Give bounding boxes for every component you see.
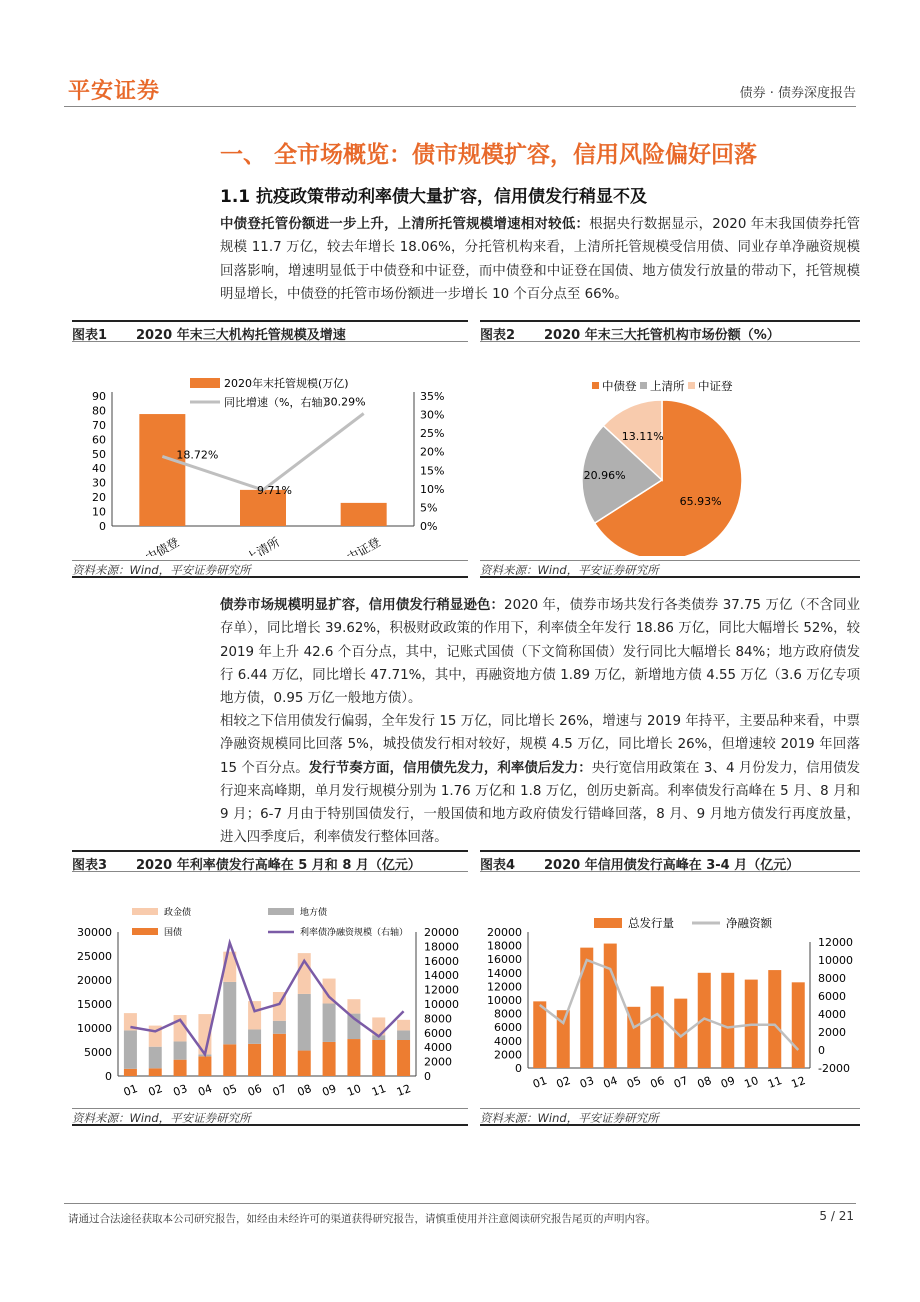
bar (604, 944, 617, 1068)
paragraph-credit (220, 710, 860, 850)
y2-tick-label: 12000 (818, 936, 853, 949)
legend-swatch-bar (190, 378, 220, 388)
legend-swatch (268, 908, 294, 915)
data-label: 13.11% (621, 430, 664, 444)
x-tick-label: 11 (370, 1081, 388, 1099)
legend-label: 同比增速（%，右轴） (224, 396, 334, 409)
legend-swatch-bar (594, 918, 622, 928)
legend-label: 上清所 (650, 379, 685, 393)
x-tick-label: 08 (695, 1073, 714, 1091)
x-tick-label: 06 (648, 1073, 667, 1091)
x-tick-label: 09 (320, 1081, 339, 1099)
y2-tick-label: 2000 (818, 1026, 846, 1039)
bar (721, 973, 734, 1068)
bar-segment (174, 1041, 187, 1059)
bar-segment (198, 1056, 211, 1076)
x-tick-label: 01 (121, 1081, 140, 1099)
legend-label: 2020年末托管规模(万亿) (224, 377, 349, 390)
figure-title (72, 850, 468, 872)
bar-segment (347, 999, 360, 1013)
paragraph-custody (220, 213, 860, 306)
legend-swatch (132, 928, 158, 935)
bar-segment (248, 1029, 261, 1043)
report-category: 债券 · 债券深度报告 (739, 86, 856, 101)
data-label: 20.96% (583, 468, 626, 482)
figure-source: 资料来源：Wind，平安证券研究所 (72, 560, 468, 578)
y-tick-label: 80 (92, 404, 106, 418)
x-tick-label: 07 (270, 1081, 289, 1099)
bar (533, 1001, 546, 1068)
y2-tick-label: 14000 (424, 969, 459, 983)
y-tick-label: 25000 (77, 950, 112, 963)
x-tick-label: 10 (345, 1081, 363, 1099)
y2-tick-label: 10% (420, 482, 445, 496)
x-tick-label: 05 (625, 1073, 643, 1091)
y2-tick-label: 4000 (424, 1041, 452, 1055)
x-tick-label: 06 (245, 1081, 264, 1099)
x-tick-label: 01 (531, 1073, 549, 1091)
y2-tick-label: -2000 (818, 1062, 850, 1075)
legend-swatch (688, 382, 695, 389)
y-tick-label: 20 (92, 491, 106, 505)
y-tick-label: 0 (105, 1070, 112, 1083)
bar-segment (248, 1044, 261, 1076)
credit-bond-chart (480, 872, 860, 1104)
y-tick-label: 5000 (84, 1046, 112, 1059)
y2-tick-label: 18000 (424, 940, 459, 954)
bar-segment (298, 1051, 311, 1076)
figure-caption: 2020 年信用债发行高峰在 3-4 月（亿元） (544, 858, 800, 873)
x-tick-label: 中证登 (344, 534, 383, 556)
y2-tick-label: 25% (420, 427, 445, 441)
legend-swatch (592, 382, 599, 389)
bar (341, 503, 387, 526)
y-tick-label: 30 (92, 476, 106, 490)
x-tick-label: 上清所 (243, 534, 283, 556)
bar-segment (174, 1060, 187, 1076)
bar-segment (124, 1069, 137, 1076)
net-financing-line (130, 943, 403, 1055)
y2-tick-label: 2000 (424, 1055, 452, 1069)
y-tick-label: 40 (92, 462, 106, 476)
y-tick-label: 20000 (487, 926, 522, 939)
y2-tick-label: 5% (420, 501, 438, 515)
x-tick-label: 09 (719, 1073, 737, 1091)
legend-label: 地方债 (300, 908, 328, 918)
y-tick-label: 14000 (487, 966, 522, 980)
bar-segment (372, 1040, 385, 1076)
legend-swatch (640, 382, 647, 389)
x-tick-label: 11 (766, 1073, 784, 1091)
legend-label: 政金债 (164, 908, 192, 918)
y2-tick-label: 16000 (424, 954, 459, 968)
y-tick-label: 20000 (77, 974, 112, 987)
custody-chart (72, 342, 468, 556)
bar (139, 414, 185, 526)
legend-label: 总发行量 (628, 916, 674, 930)
y-tick-label: 18000 (487, 939, 522, 953)
bar-segment (347, 1039, 360, 1076)
x-tick-label: 03 (171, 1081, 190, 1099)
y2-tick-label: 4000 (818, 1008, 846, 1021)
legend-swatch (132, 908, 158, 915)
y2-tick-label: 8000 (424, 1012, 452, 1026)
x-tick-label: 12 (789, 1073, 808, 1091)
paragraph-body: 央行宽信用政策在 3、4 月份发力，信用债发行迎来高峰期，单月发行规模分别为 1.76 万亿和 1.8 万亿，创历史新高。利率债发行高峰在 5 月、8 月和 9 月；6-7 月由于特别国债发行，一般国债和地方政府债发行错峰回落，8 月、9 月地方债发行再度放量，进入四季度后，利率债发行整体回落。 (220, 760, 860, 846)
y-tick-label: 0 (515, 1062, 522, 1075)
bar-segment (323, 1042, 336, 1076)
y-tick-label: 10000 (77, 1022, 112, 1035)
paragraph-lead: 债券市场规模明显扩容，信用债发行稍显逊色： (220, 598, 505, 613)
legend-label: 中证登 (698, 379, 733, 393)
y2-tick-label: 10000 (424, 998, 459, 1011)
bar-segment (273, 1021, 286, 1034)
y-tick-label: 10000 (487, 994, 522, 1007)
data-label: 30.29% (323, 395, 366, 409)
subsection-title: 1.1 抗疫政策带动利率债大量扩容，信用债发行稍显不及 (220, 187, 648, 207)
figure-number: 图表3 (72, 858, 108, 873)
bar-segment (149, 1068, 162, 1076)
figure-caption: 2020 年末三大托管机构市场份额（%） (544, 328, 780, 343)
data-label: 9.71% (257, 483, 292, 497)
bar-segment (124, 1030, 137, 1068)
bar-segment (397, 1020, 410, 1031)
bar (768, 970, 781, 1068)
market-share-pie (480, 342, 860, 556)
x-tick-label: 04 (601, 1073, 620, 1091)
y-tick-label: 70 (92, 418, 106, 432)
footer-divider (64, 1203, 856, 1204)
y-tick-label: 4000 (494, 1034, 522, 1048)
x-tick-label: 02 (146, 1081, 165, 1099)
y2-tick-label: 30% (420, 408, 445, 422)
y2-tick-label: 8000 (818, 972, 846, 985)
figure-1 (72, 320, 468, 578)
paragraph-lead: 中债登托管份额进一步上升，上清所托管规模增速相对较低： (220, 217, 590, 232)
bar-segment (397, 1040, 410, 1076)
x-tick-label: 08 (295, 1081, 314, 1099)
x-tick-label: 07 (672, 1073, 690, 1091)
bar (580, 948, 593, 1068)
figure-source: 资料来源：Wind，平安证券研究所 (480, 1108, 860, 1126)
x-tick-label: 03 (578, 1073, 596, 1091)
figure-source: 资料来源：Wind，平安证券研究所 (480, 560, 860, 578)
bar-segment (149, 1047, 162, 1069)
x-tick-label: 10 (742, 1073, 761, 1091)
y-tick-label: 8000 (494, 1007, 522, 1021)
figure-title (480, 850, 860, 872)
bar-segment (298, 994, 311, 1051)
legend-label: 利率债净融资规模（右轴） (300, 928, 409, 938)
y-tick-label: 6000 (494, 1021, 522, 1035)
x-tick-label: 02 (554, 1073, 573, 1091)
y2-tick-label: 0% (420, 520, 438, 533)
section-title: 一、 全市场概览：债市规模扩容，信用风险偏好回落 (220, 142, 758, 168)
y2-tick-label: 0 (424, 1070, 431, 1083)
y2-tick-label: 10000 (818, 954, 853, 967)
y-tick-label: 60 (92, 433, 106, 447)
y-tick-label: 12000 (487, 980, 522, 994)
footer-disclaimer: 请通过合法途径获取本公司研究报告，如经由未经许可的渠道获得研究报告，请慎重使用并注意阅读研究报告尾页的声明内容。 (68, 1213, 656, 1225)
y2-tick-label: 35% (420, 390, 445, 403)
y2-tick-label: 6000 (818, 990, 846, 1003)
bar (792, 982, 805, 1068)
y-tick-label: 16000 (487, 953, 522, 967)
x-tick-label: 12 (394, 1081, 413, 1099)
x-tick-label: 04 (196, 1081, 214, 1099)
y-tick-label: 0 (99, 520, 106, 533)
y2-tick-label: 6000 (424, 1026, 452, 1040)
paragraph-body: 相较之下信用债发行偏弱，全年发行 15 万亿，同比增长 26%，增速与 2019 年持平，主要品种来看，中票净融资规模同比回落 5%，城投债发行相对较好，规模 4.5 万亿，同比增长 26%，但增速较 2019 年回落 15 个百分点。 (220, 714, 860, 776)
y-tick-label: 2000 (494, 1048, 522, 1062)
paragraph-market (220, 594, 860, 710)
figure-caption: 2020 年利率债发行高峰在 5 月和 8 月（亿元） (136, 858, 421, 873)
figure-title (72, 320, 468, 342)
header-divider (64, 106, 856, 107)
paragraph-lead: 发行节奏方面，信用债先发力，利率债后发力： (308, 760, 592, 776)
y2-tick-label: 12000 (424, 983, 459, 997)
page-number: 5 / 21 (819, 1209, 854, 1223)
y-tick-label: 10 (92, 505, 106, 519)
company-logo: 平安证券 (68, 79, 161, 104)
data-label: 18.72% (176, 448, 219, 462)
rate-bond-chart (72, 872, 468, 1104)
figure-number: 图表4 (480, 858, 516, 873)
figure-number: 图表2 (480, 328, 516, 343)
bar-segment (273, 1034, 286, 1076)
bar-segment (223, 1044, 236, 1076)
x-tick-label: 中债登 (143, 534, 182, 556)
legend-label: 中债登 (602, 379, 637, 393)
figure-caption: 2020 年末三大机构托管规模及增速 (136, 328, 346, 343)
y-tick-label: 50 (92, 447, 106, 461)
figure-title (480, 320, 860, 342)
bar-segment (223, 982, 236, 1044)
x-tick-label: 05 (221, 1081, 239, 1099)
data-label: 65.93% (679, 495, 722, 509)
bar-segment (323, 1004, 336, 1042)
y-tick-label: 90 (92, 390, 106, 403)
figure-source: 资料来源：Wind，平安证券研究所 (72, 1108, 468, 1126)
figure-4 (480, 850, 860, 1126)
bar-segment (248, 1001, 261, 1029)
y2-tick-label: 20% (420, 445, 445, 459)
y2-tick-label: 15% (420, 464, 445, 478)
figure-number: 图表1 (72, 328, 108, 343)
figure-3 (72, 850, 468, 1126)
y2-tick-label: 0 (818, 1044, 825, 1057)
paragraph-body: 根据央行数据显示，2020 年末我国债券托管规模 11.7 万亿，较去年增长 18.06%，分托管机构来看，上清所托管规模受信用债、同业存单净融资规模回落影响，增速明显低于中债登和中证登，而中债登和中证登在国债、地方债发行放量的带动下，托管规模明显增长，中债登的托管市场份额进一步增长 10 个百分点至 66%。 (220, 217, 860, 302)
figure-2 (480, 320, 860, 578)
y-tick-label: 30000 (77, 926, 112, 939)
bar (651, 986, 664, 1068)
legend-label: 净融资额 (726, 916, 772, 930)
legend-label: 国债 (164, 928, 183, 938)
bar-segment (397, 1030, 410, 1040)
net-financing-line (540, 960, 799, 1050)
y-tick-label: 15000 (77, 998, 112, 1011)
y2-tick-label: 20000 (424, 926, 459, 939)
paragraph-body: 2020 年，债券市场共发行各类债券 37.75 万亿（不含同业存单），同比增长 39.62%，积极财政政策的作用下，利率债全年发行 18.86 万亿，同比大幅增长 52%，较 2019 年上升 42.6 个百分点，其中，记账式国债（下文简称国债）发行同比大幅增长 84%；地方政府债发行 6.44 万亿，同比增长 47.71%，其中，再融资地方债 1.89 万亿，新增地方债 4.55 万亿（3.6 万亿专项地方债，0.95 万亿一般地方债）。 (220, 598, 861, 707)
